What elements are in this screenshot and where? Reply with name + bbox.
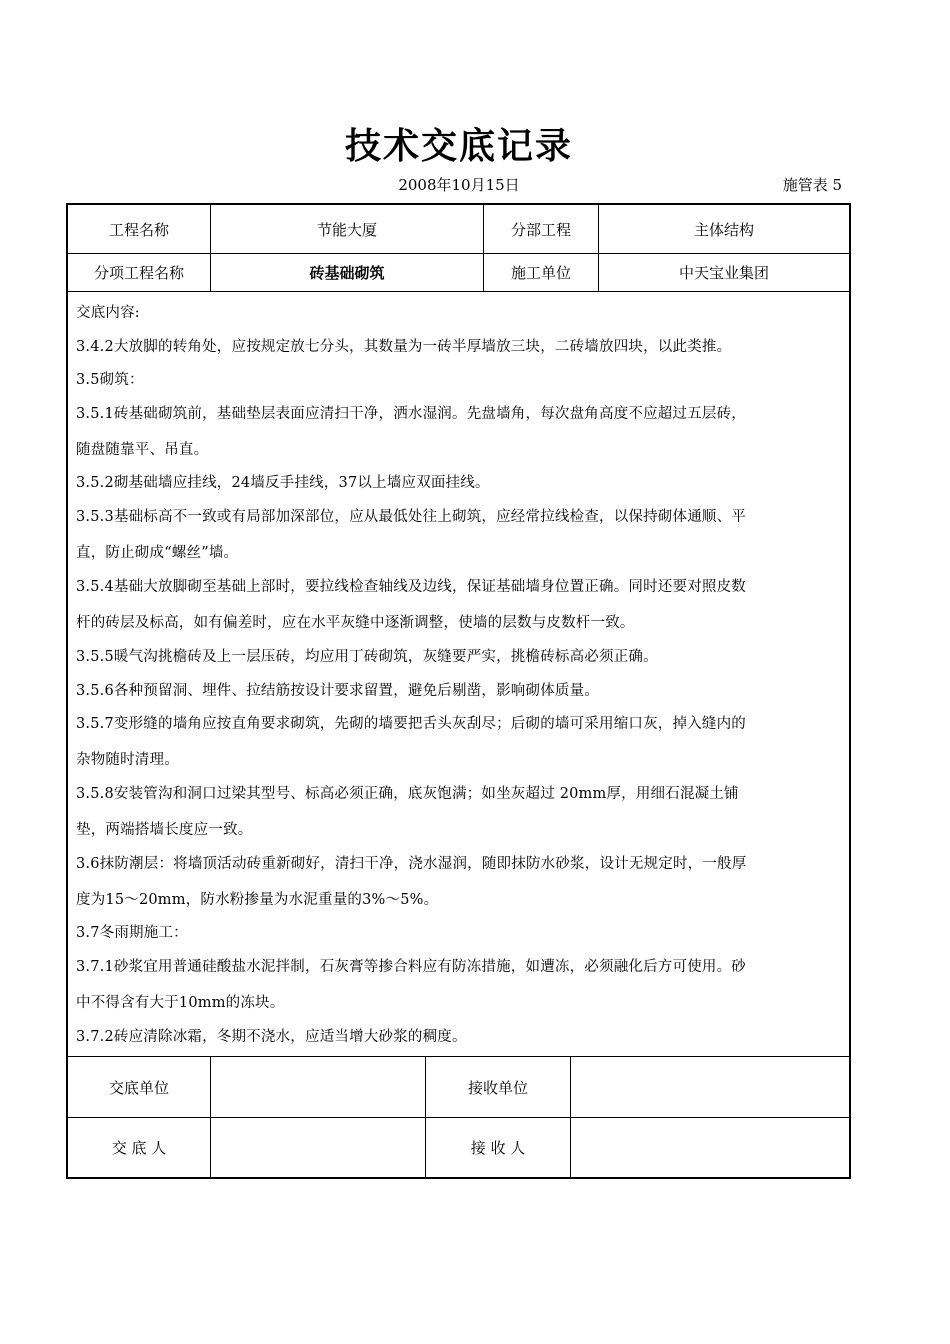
project-name-label: 工程名称 — [108, 220, 169, 239]
receiver-field[interactable] — [571, 1118, 849, 1177]
issuer-unit-label: 交底单位 — [108, 1078, 169, 1097]
content-heading: 交底内容: — [76, 305, 140, 321]
content-line: 杂物随时清理。 — [76, 752, 179, 768]
content-line: 3.5.3基础标高不一致或有局部加深部位，应从最低处往上砌筑，应经常拉线检查，以保持砌体通顺、平 — [76, 509, 746, 525]
construction-unit-label: 施工单位 — [510, 264, 571, 282]
content-line: 直，防止砌成“螺丝”墙。 — [76, 545, 239, 561]
content-line: 3.7冬雨期施工： — [76, 925, 188, 941]
subitem-label: 分项工程名称 — [93, 264, 184, 282]
receiver-unit-label: 接收单位 — [467, 1078, 528, 1097]
issuer-field[interactable] — [211, 1118, 425, 1177]
content-line: 随盘随靠平、吊直。 — [76, 442, 209, 458]
form-number: 施管表 5 — [782, 176, 842, 194]
content-line: 3.5.8安装管沟和洞口过梁其型号、标高必须正确，底灰饱满；如坐灰超过 20mm厚，用细石混凝土铺 — [76, 786, 739, 802]
content-line: 3.7.2砖应清除冰霜，冬期不浇水，应适当增大砂浆的稠度。 — [76, 1029, 467, 1045]
issuer-unit-field[interactable] — [211, 1057, 425, 1117]
content-line: 3.7.1砂浆宜用普通硅酸盐水泥拌制，石灰膏等掺合料应有防冻措施，如遭冻，必须融化后方可使用。砂 — [76, 959, 746, 975]
record-date: 2008年10月15日 — [398, 176, 520, 194]
content-line: 中不得含有大于10mm的冻块。 — [76, 995, 285, 1011]
page-title: 技术交底记录 — [344, 126, 573, 167]
content-line: 3.5.2砌基础墙应挂线，24墙反手挂线，37以上墙应双面挂线。 — [76, 475, 490, 491]
division-value: 主体结构 — [693, 220, 754, 239]
content-line: 度为15～20mm，防水粉掺量为水泥重量的3%～5%。 — [76, 892, 439, 908]
content-line: 3.5.5暖气沟挑檐砖及上一层压砖，均应用丁砖砌筑，灰缝要严实，挑檐砖标高必须正确。 — [76, 649, 658, 665]
content-line: 3.4.2大放脚的转角处，应按规定放七分头，其数量为一砖半厚墙放三块，二砖墙放四块，以此类推。 — [76, 339, 732, 355]
division-label: 分部工程 — [510, 220, 571, 239]
content-line: 3.6抹防潮层：将墙顶活动砖重新砌好，清扫干净，浇水湿润，随即抹防水砂浆，设计无规定时，一般厚 — [76, 856, 747, 872]
receiver-unit-field[interactable] — [571, 1057, 849, 1117]
content-line: 3.5.7变形缝的墙角应按直角要求砌筑，先砌的墙要把舌头灰刮尽；后砌的墙可采用缩口灰，掉入缝内的 — [76, 716, 746, 732]
issuer-label: 交 底 人 — [111, 1139, 167, 1157]
project-name-value: 节能大厦 — [316, 220, 377, 239]
content-line: 3.5.4基础大放脚砌至基础上部时，要拉线检查轴线及边线，保证基础墙身位置正确。同时还要对照皮数 — [76, 579, 746, 595]
content-line: 垫，两端搭墙长度应一致。 — [76, 822, 253, 838]
content-line: 3.5砌筑： — [76, 372, 144, 388]
receiver-label: 接 收 人 — [470, 1139, 526, 1157]
content-line: 3.5.6各种预留洞、埋件、拉结筋按设计要求留置，避免后剔凿，影响砌体质量。 — [76, 683, 599, 699]
content-line: 3.5.1砖基础砌筑前，基础垫层表面应清扫干净，洒水湿润。先盘墙角，每次盘角高度不应超过五层砖， — [76, 406, 746, 422]
content-line: 杆的砖层及标高，如有偏差时，应在水平灰缝中逐渐调整，使墙的层数与皮数杆一致。 — [76, 615, 635, 631]
record-sheet — [66, 203, 851, 1179]
construction-unit-value: 中天宝业集团 — [678, 264, 769, 282]
subitem-value: 砖基础砌筑 — [309, 264, 385, 282]
